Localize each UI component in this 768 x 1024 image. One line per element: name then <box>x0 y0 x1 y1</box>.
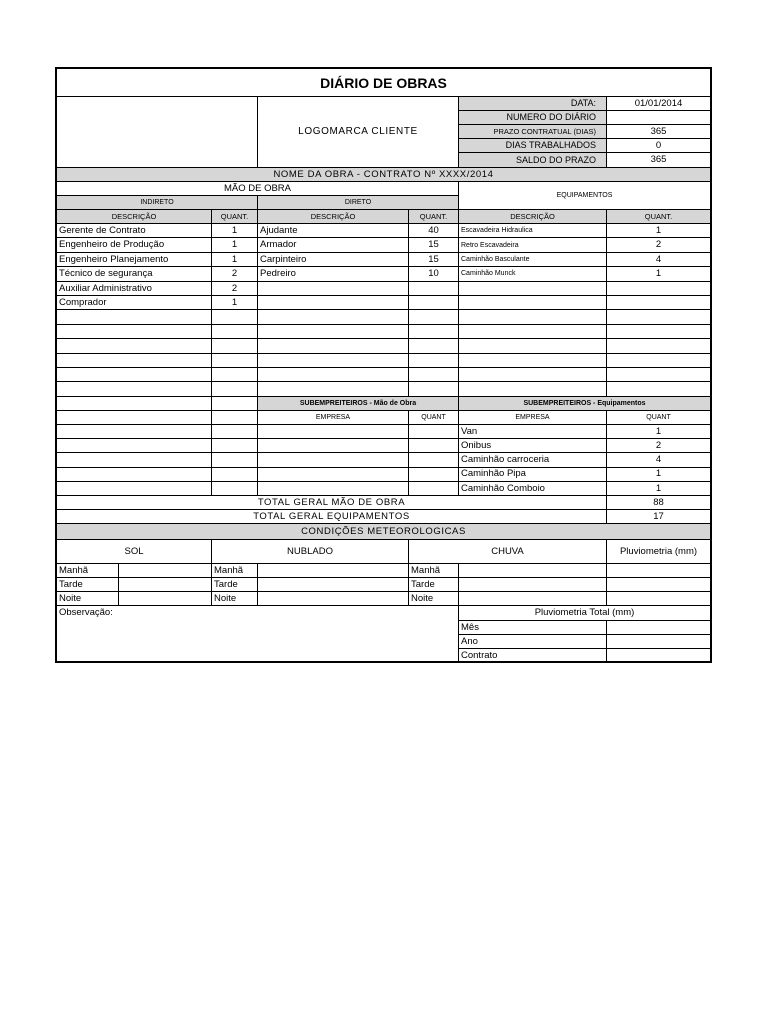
indireto-desc[interactable]: Gerente de Contrato <box>57 224 212 238</box>
labor-header: MÃO DE OBRA <box>57 182 459 196</box>
sol-period-value[interactable] <box>119 578 212 592</box>
blank-cell[interactable] <box>212 482 258 496</box>
observacao-field[interactable]: Observação: <box>57 606 459 663</box>
blank-cell[interactable] <box>57 354 212 368</box>
info-label-numero: NUMERO DO DIÁRIO <box>459 111 607 125</box>
blank-cell <box>212 397 258 411</box>
blank-cell[interactable] <box>258 354 409 368</box>
blank-cell[interactable] <box>409 325 459 339</box>
blank-cell <box>57 411 212 425</box>
equipment-qty[interactable]: 1 <box>607 267 710 281</box>
blank-cell[interactable] <box>258 368 409 382</box>
blank-cell[interactable] <box>57 368 212 382</box>
total-labor-label: TOTAL GERAL MÃO DE OBRA <box>57 496 607 510</box>
weather-chuva: CHUVA <box>409 540 607 564</box>
info-label-data: DATA: <box>459 97 607 111</box>
indireto-header: INDIRETO <box>57 196 258 210</box>
blank-cell[interactable] <box>258 425 409 439</box>
indireto-col-qty: QUANT. <box>212 210 258 224</box>
blank-cell[interactable] <box>258 382 409 396</box>
indireto-qty[interactable]: 1 <box>212 253 258 267</box>
blank-cell[interactable] <box>459 310 607 324</box>
nublado-period-value[interactable] <box>258 578 409 592</box>
blank-cell[interactable] <box>409 439 459 453</box>
blank-cell[interactable] <box>459 339 607 353</box>
sub-equipment-qty[interactable]: 1 <box>607 425 710 439</box>
equipment-qty[interactable]: 4 <box>607 253 710 267</box>
pluvio-total-label: Ano <box>459 635 607 649</box>
weather-sol: SOL <box>57 540 212 564</box>
blank-cell[interactable] <box>57 325 212 339</box>
blank-cell[interactable] <box>258 325 409 339</box>
direto-desc[interactable]: Ajudante <box>258 224 409 238</box>
total-labor-value: 88 <box>607 496 710 510</box>
sub-equipment-company[interactable]: Caminhão Comboio <box>459 482 607 496</box>
blank-cell[interactable] <box>409 354 459 368</box>
sol-period-label: Noite <box>57 592 119 606</box>
chuva-period-label: Manhã <box>409 564 459 578</box>
blank-cell[interactable] <box>258 439 409 453</box>
blank-cell[interactable] <box>258 468 409 482</box>
sub-equipment-qty[interactable]: 1 <box>607 468 710 482</box>
nublado-period-value[interactable] <box>258 564 409 578</box>
equipment-qty[interactable]: 2 <box>607 238 710 252</box>
pluviometria-value[interactable] <box>607 592 710 606</box>
info-value-prazo[interactable]: 365 <box>607 125 710 139</box>
direto-col-qty: QUANT. <box>409 210 459 224</box>
sub-equipment-qty[interactable]: 4 <box>607 453 710 467</box>
chuva-period-value[interactable] <box>459 564 607 578</box>
obra-name-bar: NOME DA OBRA - CONTRATO Nº XXXX/2014 <box>57 168 710 182</box>
direto-col-desc: DESCRIÇÃO <box>258 210 409 224</box>
pluviometria-value[interactable] <box>607 578 710 592</box>
blank-cell[interactable] <box>57 453 212 467</box>
sub-labor-col-qty: QUANT <box>409 411 459 425</box>
sol-period-value[interactable] <box>119 592 212 606</box>
blank-cell[interactable] <box>212 453 258 467</box>
direto-desc[interactable]: Pedreiro <box>258 267 409 281</box>
direto-qty[interactable]: 15 <box>409 253 459 267</box>
blank-cell[interactable] <box>607 296 710 310</box>
equipment-col-qty: QUANT. <box>607 210 710 224</box>
indireto-qty[interactable]: 2 <box>212 267 258 281</box>
direto-qty[interactable]: 40 <box>409 224 459 238</box>
blank-cell[interactable] <box>57 439 212 453</box>
pluviometria-value[interactable] <box>607 564 710 578</box>
blank-cell[interactable] <box>212 425 258 439</box>
blank-cell[interactable] <box>459 325 607 339</box>
indireto-desc[interactable]: Auxiliar Administrativo <box>57 282 212 296</box>
blank-cell[interactable] <box>212 382 258 396</box>
blank-cell[interactable] <box>459 296 607 310</box>
indireto-desc[interactable]: Técnico de segurança <box>57 267 212 281</box>
nublado-period-label: Manhã <box>212 564 258 578</box>
total-equipment-label: TOTAL GERAL EQUIPAMENTOS <box>57 510 607 524</box>
info-value-numero[interactable] <box>607 111 710 125</box>
blank-cell[interactable] <box>409 482 459 496</box>
chuva-period-value[interactable] <box>459 592 607 606</box>
sub-equipment-col-company: EMPRESA <box>459 411 607 425</box>
blank-cell[interactable] <box>57 468 212 482</box>
info-label-saldo: SALDO DO PRAZO <box>459 153 607 168</box>
blank-cell[interactable] <box>57 482 212 496</box>
equipment-col-desc: DESCRIÇÃO <box>459 210 607 224</box>
blank-cell[interactable] <box>57 339 212 353</box>
blank-cell[interactable] <box>57 382 212 396</box>
equipment-desc[interactable]: Retro Escavadeira <box>459 238 607 252</box>
info-label-dias: DIAS TRABALHADOS <box>459 139 607 153</box>
blank-cell[interactable] <box>607 339 710 353</box>
pluvio-total-value[interactable] <box>607 621 710 635</box>
pluvio-total-header: Pluviometria Total (mm) <box>459 606 710 621</box>
sub-labor-header: SUBEMPREITEIROS - Mão de Obra <box>258 397 459 411</box>
blank-cell[interactable] <box>409 310 459 324</box>
blank-cell[interactable] <box>607 325 710 339</box>
indireto-qty[interactable]: 1 <box>212 238 258 252</box>
blank-cell[interactable] <box>607 282 710 296</box>
weather-nublado: NUBLADO <box>212 540 409 564</box>
indireto-desc[interactable]: Engenheiro de Produção <box>57 238 212 252</box>
sub-labor-col-company: EMPRESA <box>258 411 409 425</box>
sub-equipment-qty[interactable]: 2 <box>607 439 710 453</box>
sol-period-label: Tarde <box>57 578 119 592</box>
blank-cell[interactable] <box>212 325 258 339</box>
direto-desc[interactable]: Carpinteiro <box>258 253 409 267</box>
blank-cell[interactable] <box>212 368 258 382</box>
blank-cell[interactable] <box>258 482 409 496</box>
blank-cell <box>212 411 258 425</box>
sub-equipment-qty[interactable]: 1 <box>607 482 710 496</box>
blank-cell[interactable] <box>607 368 710 382</box>
indireto-col-desc: DESCRIÇÃO <box>57 210 212 224</box>
sub-equipment-col-qty: QUANT <box>607 411 710 425</box>
pluvio-total-value[interactable] <box>607 635 710 649</box>
pluvio-total-label: Mês <box>459 621 607 635</box>
sub-equipment-header: SUBEMPREITEIROS - Equipamentos <box>459 397 710 411</box>
blank-cell <box>57 397 212 411</box>
blank-cell[interactable] <box>57 425 212 439</box>
diario-de-obras-sheet <box>55 67 712 663</box>
blank-cell[interactable] <box>409 382 459 396</box>
equipment-desc[interactable]: Caminhão Basculante <box>459 253 607 267</box>
sub-equipment-company[interactable]: Caminhão carroceria <box>459 453 607 467</box>
weather-header: CONDIÇÕES METEOROLOGICAS <box>57 524 710 540</box>
blank-cell[interactable] <box>459 368 607 382</box>
sub-equipment-company[interactable]: Caminhão Pipa <box>459 468 607 482</box>
sol-period-label: Manhã <box>57 564 119 578</box>
blank-cell[interactable] <box>258 310 409 324</box>
blank-cell[interactable] <box>212 354 258 368</box>
indireto-desc[interactable]: Engenheiro Planejamento <box>57 253 212 267</box>
blank-cell[interactable] <box>258 282 409 296</box>
logo-blank-cell <box>57 97 258 168</box>
blank-cell[interactable] <box>409 296 459 310</box>
chuva-period-label: Tarde <box>409 578 459 592</box>
page-title: DIÁRIO DE OBRAS <box>57 69 710 97</box>
blank-cell[interactable] <box>212 468 258 482</box>
equipment-desc[interactable]: Caminhão Munck <box>459 267 607 281</box>
info-label-prazo: PRAZO CONTRATUAL (DIAS) <box>459 125 607 139</box>
blank-cell[interactable] <box>607 354 710 368</box>
blank-cell[interactable] <box>409 425 459 439</box>
info-value-saldo[interactable]: 365 <box>607 153 710 168</box>
blank-cell[interactable] <box>212 310 258 324</box>
nublado-period-value[interactable] <box>258 592 409 606</box>
blank-cell[interactable] <box>607 310 710 324</box>
sub-equipment-company[interactable]: Van <box>459 425 607 439</box>
blank-cell[interactable] <box>459 382 607 396</box>
nublado-period-label: Noite <box>212 592 258 606</box>
direto-header: DIRETO <box>258 196 459 210</box>
blank-cell[interactable] <box>409 468 459 482</box>
blank-cell[interactable] <box>212 439 258 453</box>
blank-cell[interactable] <box>258 339 409 353</box>
sol-period-value[interactable] <box>119 564 212 578</box>
direto-qty[interactable]: 15 <box>409 238 459 252</box>
blank-cell[interactable] <box>607 382 710 396</box>
direto-desc[interactable]: Armador <box>258 238 409 252</box>
blank-cell[interactable] <box>409 339 459 353</box>
chuva-period-label: Noite <box>409 592 459 606</box>
info-value-data[interactable]: 01/01/2014 <box>607 97 710 111</box>
chuva-period-value[interactable] <box>459 578 607 592</box>
logo-placeholder: LOGOMARCA CLIENTE <box>258 97 459 168</box>
equipment-desc[interactable]: Escavadeira Hidraulica <box>459 224 607 238</box>
blank-cell[interactable] <box>212 339 258 353</box>
indireto-qty[interactable]: 1 <box>212 224 258 238</box>
blank-cell[interactable] <box>258 453 409 467</box>
nublado-period-label: Tarde <box>212 578 258 592</box>
info-value-dias[interactable]: 0 <box>607 139 710 153</box>
indireto-desc[interactable]: Comprador <box>57 296 212 310</box>
indireto-qty[interactable]: 2 <box>212 282 258 296</box>
pluvio-total-value[interactable] <box>607 649 710 663</box>
blank-cell[interactable] <box>459 354 607 368</box>
equipment-qty[interactable]: 1 <box>607 224 710 238</box>
blank-cell[interactable] <box>459 282 607 296</box>
pluvio-total-label: Contrato <box>459 649 607 663</box>
sub-equipment-company[interactable]: Onibus <box>459 439 607 453</box>
direto-qty[interactable]: 10 <box>409 267 459 281</box>
blank-cell[interactable] <box>409 282 459 296</box>
blank-cell[interactable] <box>258 296 409 310</box>
total-equipment-value: 17 <box>607 510 710 524</box>
blank-cell[interactable] <box>409 453 459 467</box>
blank-cell[interactable] <box>409 368 459 382</box>
indireto-qty[interactable]: 1 <box>212 296 258 310</box>
blank-cell[interactable] <box>57 310 212 324</box>
equipment-header: EQUIPAMENTOS <box>459 182 710 210</box>
weather-pluviometria: Pluviometria (mm) <box>607 540 710 564</box>
